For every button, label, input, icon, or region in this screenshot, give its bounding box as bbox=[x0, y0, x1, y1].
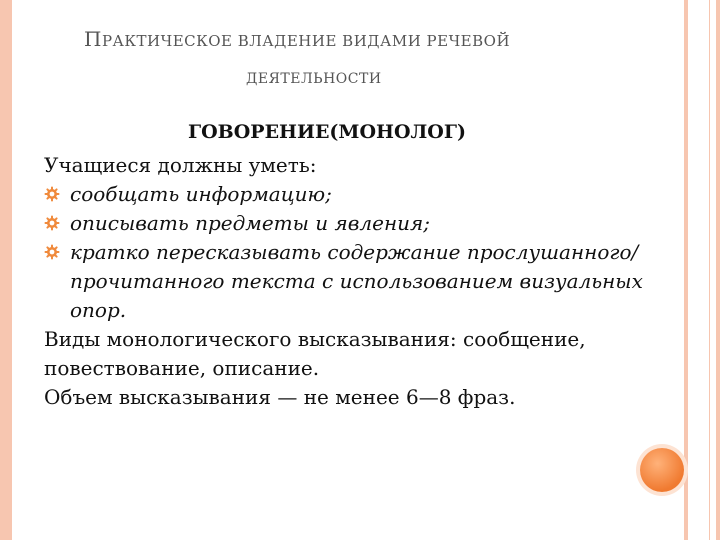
bullet-text: кратко пересказывать содержание прослушанного/прочитанного текста с использованием визуальных опор. bbox=[70, 240, 643, 322]
slide-body bbox=[44, 118, 644, 412]
bullet-item bbox=[44, 238, 644, 325]
title-rest: РАКТИЧЕСКОЕ ВЛАДЕНИЕ ВИДАМИ РЕЧЕВОЙ bbox=[101, 32, 511, 50]
left-border-decoration bbox=[0, 0, 12, 540]
monologue-types-text: Виды монологического высказывания: сообщение, повествование, описание. bbox=[44, 327, 586, 380]
intro-text: Учащиеся должны уметь: bbox=[44, 153, 317, 177]
right-border-outer bbox=[716, 0, 720, 540]
bullet-item bbox=[44, 209, 644, 238]
title-initial: П bbox=[84, 27, 102, 51]
slide-title bbox=[84, 20, 624, 98]
section-heading: ГОВОРЕНИЕ(МОНОЛОГ) bbox=[188, 121, 466, 143]
right-border-inner bbox=[684, 0, 688, 540]
volume-text: Объем высказывания — не менее 6—8 фраз. bbox=[44, 385, 516, 409]
right-border-line bbox=[709, 0, 710, 540]
gear-flower-icon bbox=[44, 215, 60, 231]
title-line-2: ДЕЯТЕЛЬНОСТИ bbox=[246, 71, 382, 87]
bullet-text: описывать предметы и явления; bbox=[70, 211, 431, 235]
title-line-1 bbox=[84, 20, 624, 60]
bullet-text: сообщать информацию; bbox=[70, 182, 332, 206]
orange-circle-decoration bbox=[640, 448, 684, 492]
gear-flower-icon bbox=[44, 244, 60, 260]
bullet-item bbox=[44, 180, 644, 209]
gear-flower-icon bbox=[44, 186, 60, 202]
